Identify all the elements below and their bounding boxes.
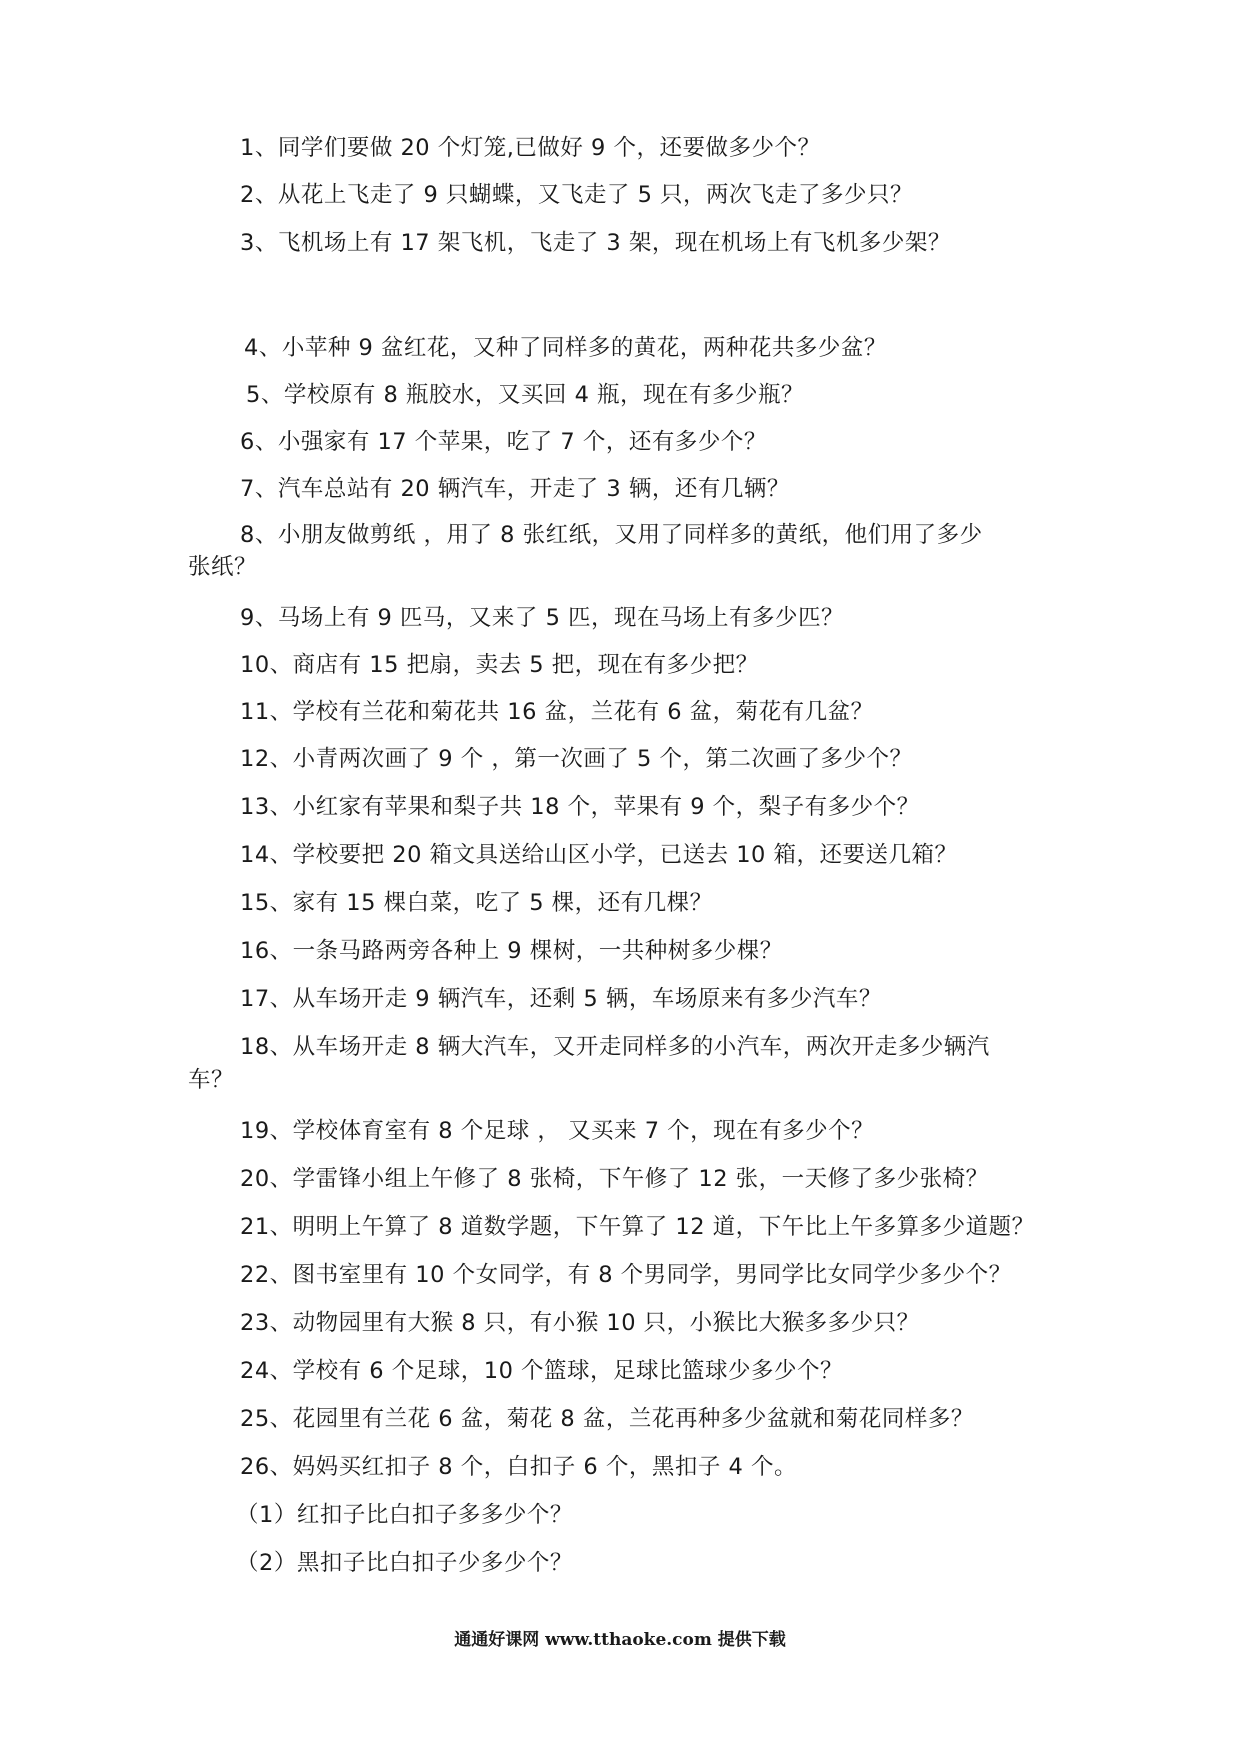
question-8: 8、小朋友做剪纸 ，用了 8 张红纸，又用了同样多的黄纸，他们用了多少 xyxy=(240,522,983,548)
question-24: 24、学校有 6 个足球，10 个篮球，足球比篮球少多少个？ xyxy=(240,1358,844,1384)
question-14: 14、学校要把 20 箱文具送给山区小学，已送去 10 箱，还要送几箱？ xyxy=(240,842,958,868)
footer-credit: 通通好课网 www.tthaoke.com 提供下载 xyxy=(454,1630,786,1650)
question-13: 13、小红家有苹果和梨子共 18 个，苹果有 9 个，梨子有多少个？ xyxy=(240,794,920,820)
question-21: 21、明明上午算了 8 道数学题，下午算了 12 道，下午比上午多算多少道题？ xyxy=(240,1214,1035,1240)
question-26-part-1: （1）红扣子比白扣子多多少个？ xyxy=(236,1502,573,1528)
question-16: 16、一条马路两旁各种上 9 棵树，一共种树多少棵？ xyxy=(240,938,783,964)
question-23: 23、动物园里有大猴 8 只，有小猴 10 只，小猴比大猴多多少只？ xyxy=(240,1310,920,1336)
question-20: 20、学雷锋小组上午修了 8 张椅，下午修了 12 张，一天修了多少张椅？ xyxy=(240,1166,989,1192)
question-26: 26、妈妈买红扣子 8 个，白扣子 6 个，黑扣子 4 个。 xyxy=(240,1454,797,1480)
question-1: 1、同学们要做 20 个灯笼,已做好 9 个，还要做多少个？ xyxy=(240,135,821,161)
question-19: 19、学校体育室有 8 个足球 ， 又买来 7 个，现在有多少个？ xyxy=(240,1118,875,1144)
question-11: 11、学校有兰花和菊花共 16 盆，兰花有 6 盆，菊花有几盆？ xyxy=(240,699,874,725)
question-26-part-2: （2）黑扣子比白扣子少多少个？ xyxy=(236,1550,573,1576)
question-22: 22、图书室里有 10 个女同学，有 8 个男同学，男同学比女同学少多少个？ xyxy=(240,1262,1012,1288)
question-15: 15、家有 15 棵白菜，吃了 5 棵，还有几棵？ xyxy=(240,890,713,916)
question-7: 7、汽车总站有 20 辆汽车，开走了 3 辆，还有几辆？ xyxy=(240,476,790,502)
question-4: 4、小苹种 9 盆红花，又种了同样多的黄花，两种花共多少盆？ xyxy=(244,335,887,361)
question-10: 10、商店有 15 把扇，卖去 5 把，现在有多少把？ xyxy=(240,652,759,678)
question-12: 12、小青两次画了 9 个 ，第一次画了 5 个，第二次画了多少个？ xyxy=(240,746,913,772)
question-17: 17、从车场开走 9 辆汽车，还剩 5 辆，车场原来有多少汽车？ xyxy=(240,986,882,1012)
question-18: 18、从车场开走 8 辆大汽车，又开走同样多的小汽车，两次开走多少辆汽 xyxy=(240,1034,990,1060)
question-9: 9、马场上有 9 匹马，又来了 5 匹，现在马场上有多少匹？ xyxy=(240,605,845,631)
question-3: 3、飞机场上有 17 架飞机，飞走了 3 架，现在机场上有飞机多少架？ xyxy=(240,230,951,256)
question-6: 6、小强家有 17 个苹果，吃了 7 个，还有多少个？ xyxy=(240,429,767,455)
question-5: 5、学校原有 8 瓶胶水，又买回 4 瓶，现在有多少瓶？ xyxy=(246,382,805,408)
question-18-continuation: 车？ xyxy=(188,1067,235,1093)
question-25: 25、花园里有兰花 6 盆，菊花 8 盆，兰花再种多少盆就和菊花同样多？ xyxy=(240,1406,974,1432)
question-8-continuation: 张纸？ xyxy=(188,554,258,580)
question-2: 2、从花上飞走了 9 只蝴蝶，又飞走了 5 只，两次飞走了多少只？ xyxy=(240,182,914,208)
